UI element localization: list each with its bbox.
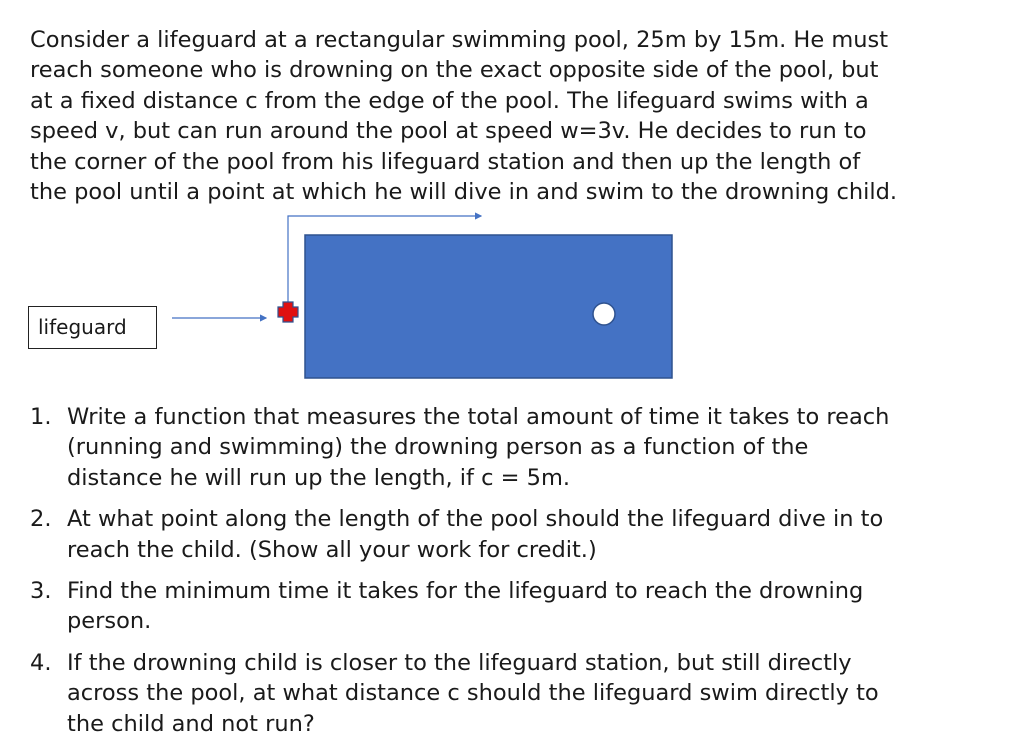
question-number: 3. (30, 578, 52, 605)
question-line: the child and not run? (67, 710, 315, 737)
question-line: If the drowning child is closer to the lifeguard station, but still directly (67, 649, 852, 676)
question-item (30, 504, 1010, 565)
run-path (288, 216, 481, 305)
question-line: Find the minimum time it takes for the lifeguard to reach the drowning (67, 578, 864, 605)
question-line: distance he will run up the length, if c = 5m. (67, 464, 571, 491)
problem-statement (30, 25, 1005, 207)
swimming-pool (305, 235, 672, 378)
question-item (30, 648, 1010, 739)
question-line: reach the child. (Show all your work for credit.) (67, 536, 597, 563)
drowning-person-marker (593, 303, 615, 325)
problem-line: Consider a lifeguard at a rectangular swimming pool, 25m by 15m. He must (30, 27, 889, 53)
question-line: At what point along the length of the pool should the lifeguard dive in to (67, 506, 884, 533)
question-number: 2. (30, 506, 52, 533)
question-line: (running and swimming) the drowning person as a function of the (67, 434, 809, 461)
problem-line: the corner of the pool from his lifeguard station and then up the length of (30, 148, 861, 175)
question-line: Write a function that measures the total amount of time it takes to reach (67, 404, 890, 430)
question-item (30, 402, 1010, 493)
problem-line: speed v, but can run around the pool at speed w=3v. He decides to run to (30, 118, 867, 145)
problem-line: the pool until a point at which he will dive in and swim to the drowning child. (30, 179, 898, 206)
question-number: 4. (30, 649, 52, 676)
question-line: across the pool, at what distance c should the lifeguard swim directly to (67, 680, 879, 707)
question-list (30, 402, 1010, 750)
problem-line: reach someone who is drowning on the exact opposite side of the pool, but (30, 57, 879, 84)
problem-line: at a fixed distance c from the edge of the pool. The lifeguard swims with a (30, 87, 869, 114)
lifeguard-label: lifeguard (28, 306, 157, 349)
question-number: 1. (30, 404, 52, 430)
lifeguard-station-icon (278, 302, 298, 322)
question-item (30, 576, 1010, 637)
question-line: person. (67, 608, 152, 635)
